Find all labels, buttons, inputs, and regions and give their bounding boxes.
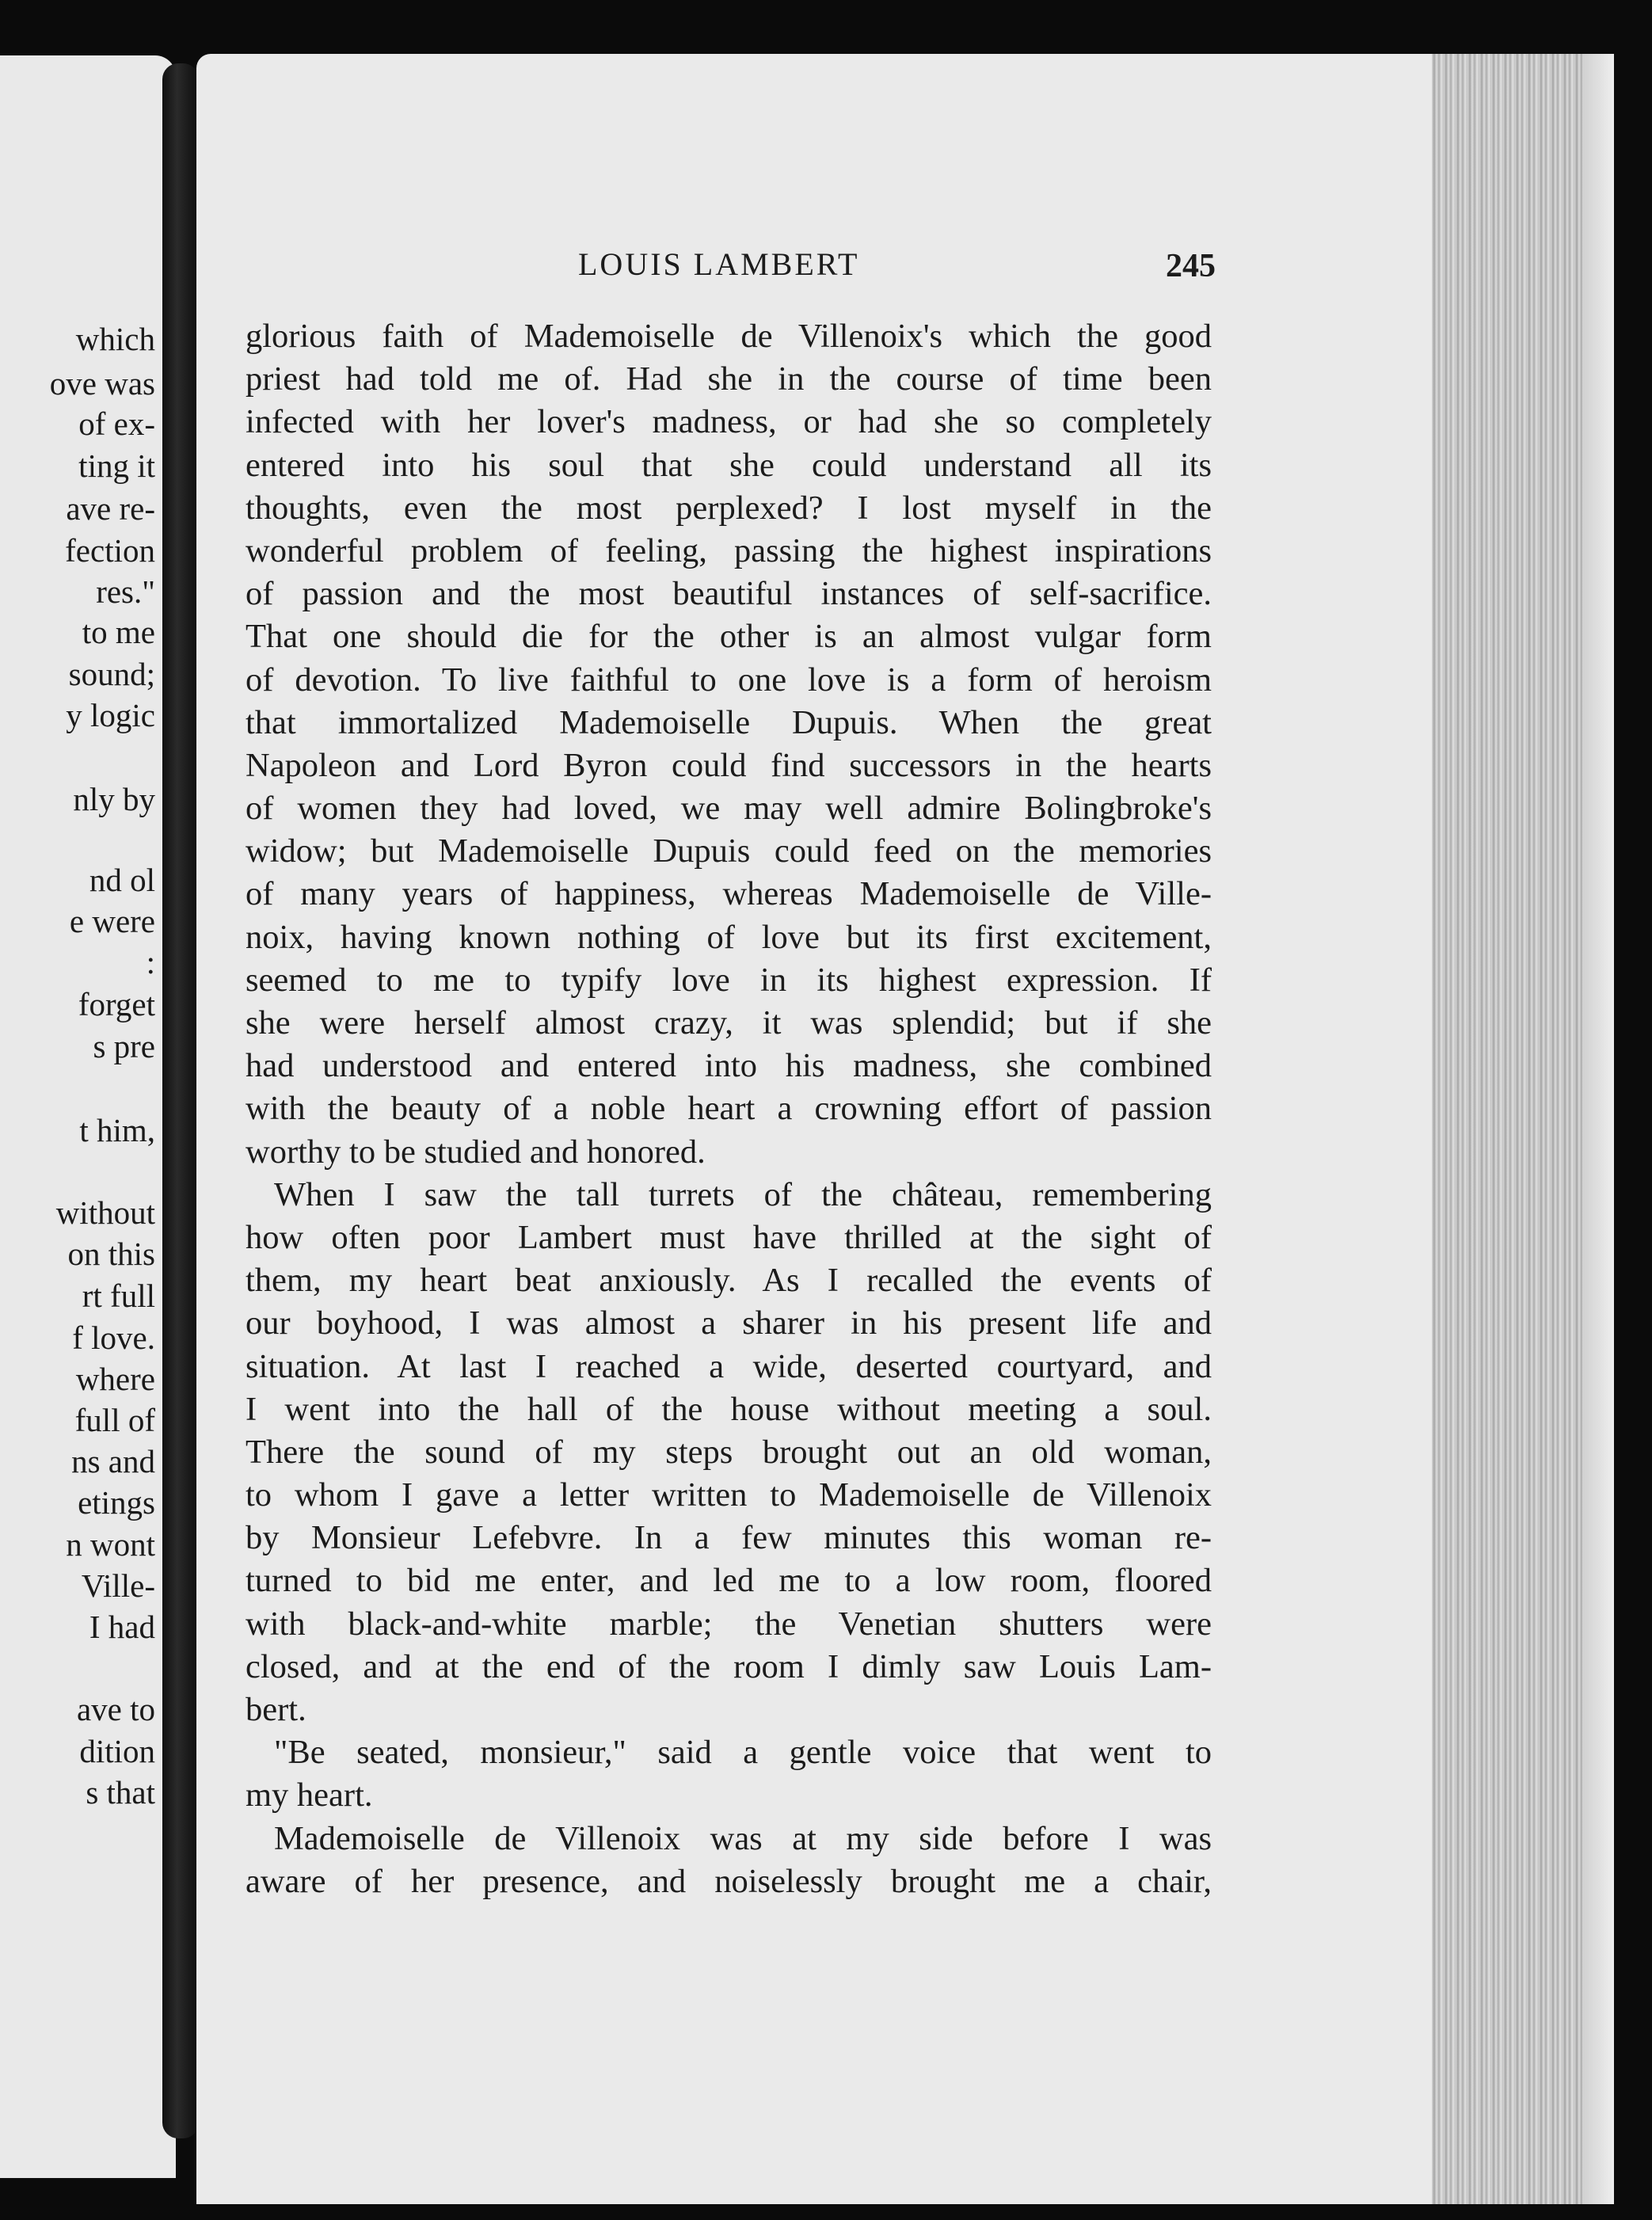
body-line: my heart. (246, 1776, 373, 1814)
left-page-line: etings (78, 1484, 155, 1521)
left-facing-page (0, 55, 176, 2178)
left-page-line: ove was (49, 365, 155, 402)
body-line: When I saw the tall turrets of the château, remembering (274, 1175, 1212, 1213)
left-page-line: ns and (71, 1443, 155, 1479)
left-page-line: y logic (66, 697, 155, 733)
body-line: of passion and the most beautiful instances of self-sacrifice. (246, 575, 1212, 613)
body-line: "Be seated, monsieur," said a gentle voice that went to (274, 1734, 1212, 1772)
body-line: our boyhood, I was almost a sharer in his present life and (246, 1304, 1212, 1342)
body-line: seemed to me to typify love in its highest expression. If (246, 961, 1212, 999)
left-page-line: s pre (93, 1028, 155, 1064)
body-line: thoughts, even the most perplexed? I lost myself in the (246, 489, 1212, 527)
body-line: had understood and entered into his madness, she combined (246, 1047, 1212, 1085)
page-edges (1432, 54, 1614, 2204)
body-line: aware of her presence, and noiselessly brought me a chair, (246, 1862, 1212, 1900)
body-line: of many years of happiness, whereas Mademoiselle de Ville- (246, 875, 1212, 913)
body-line: wonderful problem of feeling, passing the highest inspirations (246, 531, 1212, 569)
left-page-line: without (55, 1194, 155, 1231)
body-line: that immortalized Mademoiselle Dupuis. When the great (246, 703, 1212, 741)
left-page-line: ave to (76, 1691, 155, 1727)
body-line: with the beauty of a noble heart a crowning effort of passion (246, 1090, 1212, 1128)
body-line: how often poor Lambert must have thrilled at the sight of (246, 1218, 1212, 1256)
left-page-line: : (146, 944, 155, 981)
left-page-line: res." (96, 573, 155, 610)
left-page-line: which (75, 321, 155, 357)
body-line: entered into his soul that she could understand all its (246, 446, 1212, 484)
body-line: There the sound of my steps brought out an old woman, (246, 1433, 1212, 1471)
body-line: Mademoiselle de Villenoix was at my side before I was (274, 1819, 1212, 1857)
page-number: 245 (1166, 248, 1216, 284)
body-text (246, 315, 1212, 1903)
left-page-line: fection (65, 532, 155, 569)
left-page-line: dition (79, 1733, 155, 1769)
left-page-line: n wont (66, 1526, 155, 1563)
left-page-line: to me (82, 614, 155, 650)
body-line: I went into the hall of the house without meeting a soul. (246, 1390, 1212, 1428)
left-page-line: ting it (78, 447, 155, 484)
body-line: Napoleon and Lord Byron could find successors in the hearts (246, 746, 1212, 784)
body-line: by Monsieur Lefebvre. In a few minutes this woman re- (246, 1519, 1212, 1557)
left-page-line: Ville- (81, 1567, 155, 1604)
left-page-line: nd ol (89, 862, 155, 898)
body-line: noix, having known nothing of love but its first excitement, (246, 918, 1212, 956)
body-line: she were herself almost crazy, it was splendid; but if she (246, 1004, 1212, 1041)
body-line: to whom I gave a letter written to Mademoiselle de Villenoix (246, 1476, 1212, 1514)
left-page-line: s that (86, 1774, 155, 1811)
left-page-line: of ex- (78, 406, 155, 442)
left-page-line: I had (89, 1609, 155, 1645)
body-line: them, my heart beat anxiously. As I recalled the events of (246, 1262, 1212, 1300)
body-line: widow; but Mademoiselle Dupuis could feed on the memories (246, 832, 1212, 870)
left-page-line: f love. (72, 1319, 155, 1356)
body-line: turned to bid me enter, and led me to a low room, floored (246, 1562, 1212, 1600)
left-page-line: on this (67, 1236, 155, 1272)
left-page-line: forget (78, 986, 155, 1022)
left-page-line: ave re- (66, 490, 155, 527)
body-line: with black-and-white marble; the Venetian shutters were (246, 1605, 1212, 1643)
left-page-line: full of (74, 1402, 155, 1438)
book-gutter (162, 63, 199, 2138)
body-line: That one should die for the other is an almost vulgar form (246, 618, 1212, 656)
left-page-line: where (75, 1361, 155, 1397)
body-line: of devotion. To live faithful to one love is a form of heroism (246, 661, 1212, 699)
running-title: LOUIS LAMBERT (578, 246, 860, 282)
left-page-line: nly by (73, 781, 155, 817)
body-line: priest had told me of. Had she in the course of time been (246, 360, 1212, 398)
body-line: closed, and at the end of the room I dimly saw Louis Lam- (246, 1647, 1212, 1685)
body-line: situation. At last I reached a wide, deserted courtyard, and (246, 1347, 1212, 1385)
body-line: glorious faith of Mademoiselle de Villenoix's which the good (246, 318, 1212, 355)
left-page-line: sound; (68, 656, 155, 692)
body-line: infected with her lover's madness, or had she so completely (246, 403, 1212, 441)
left-page-line: e were (69, 903, 155, 939)
left-page-line: t him, (79, 1112, 155, 1148)
body-line: worthy to be studied and honored. (246, 1133, 706, 1171)
body-line: of women they had loved, we may well admire Bolingbroke's (246, 790, 1212, 828)
left-page-line: rt full (82, 1278, 155, 1314)
body-line: bert. (246, 1691, 306, 1728)
